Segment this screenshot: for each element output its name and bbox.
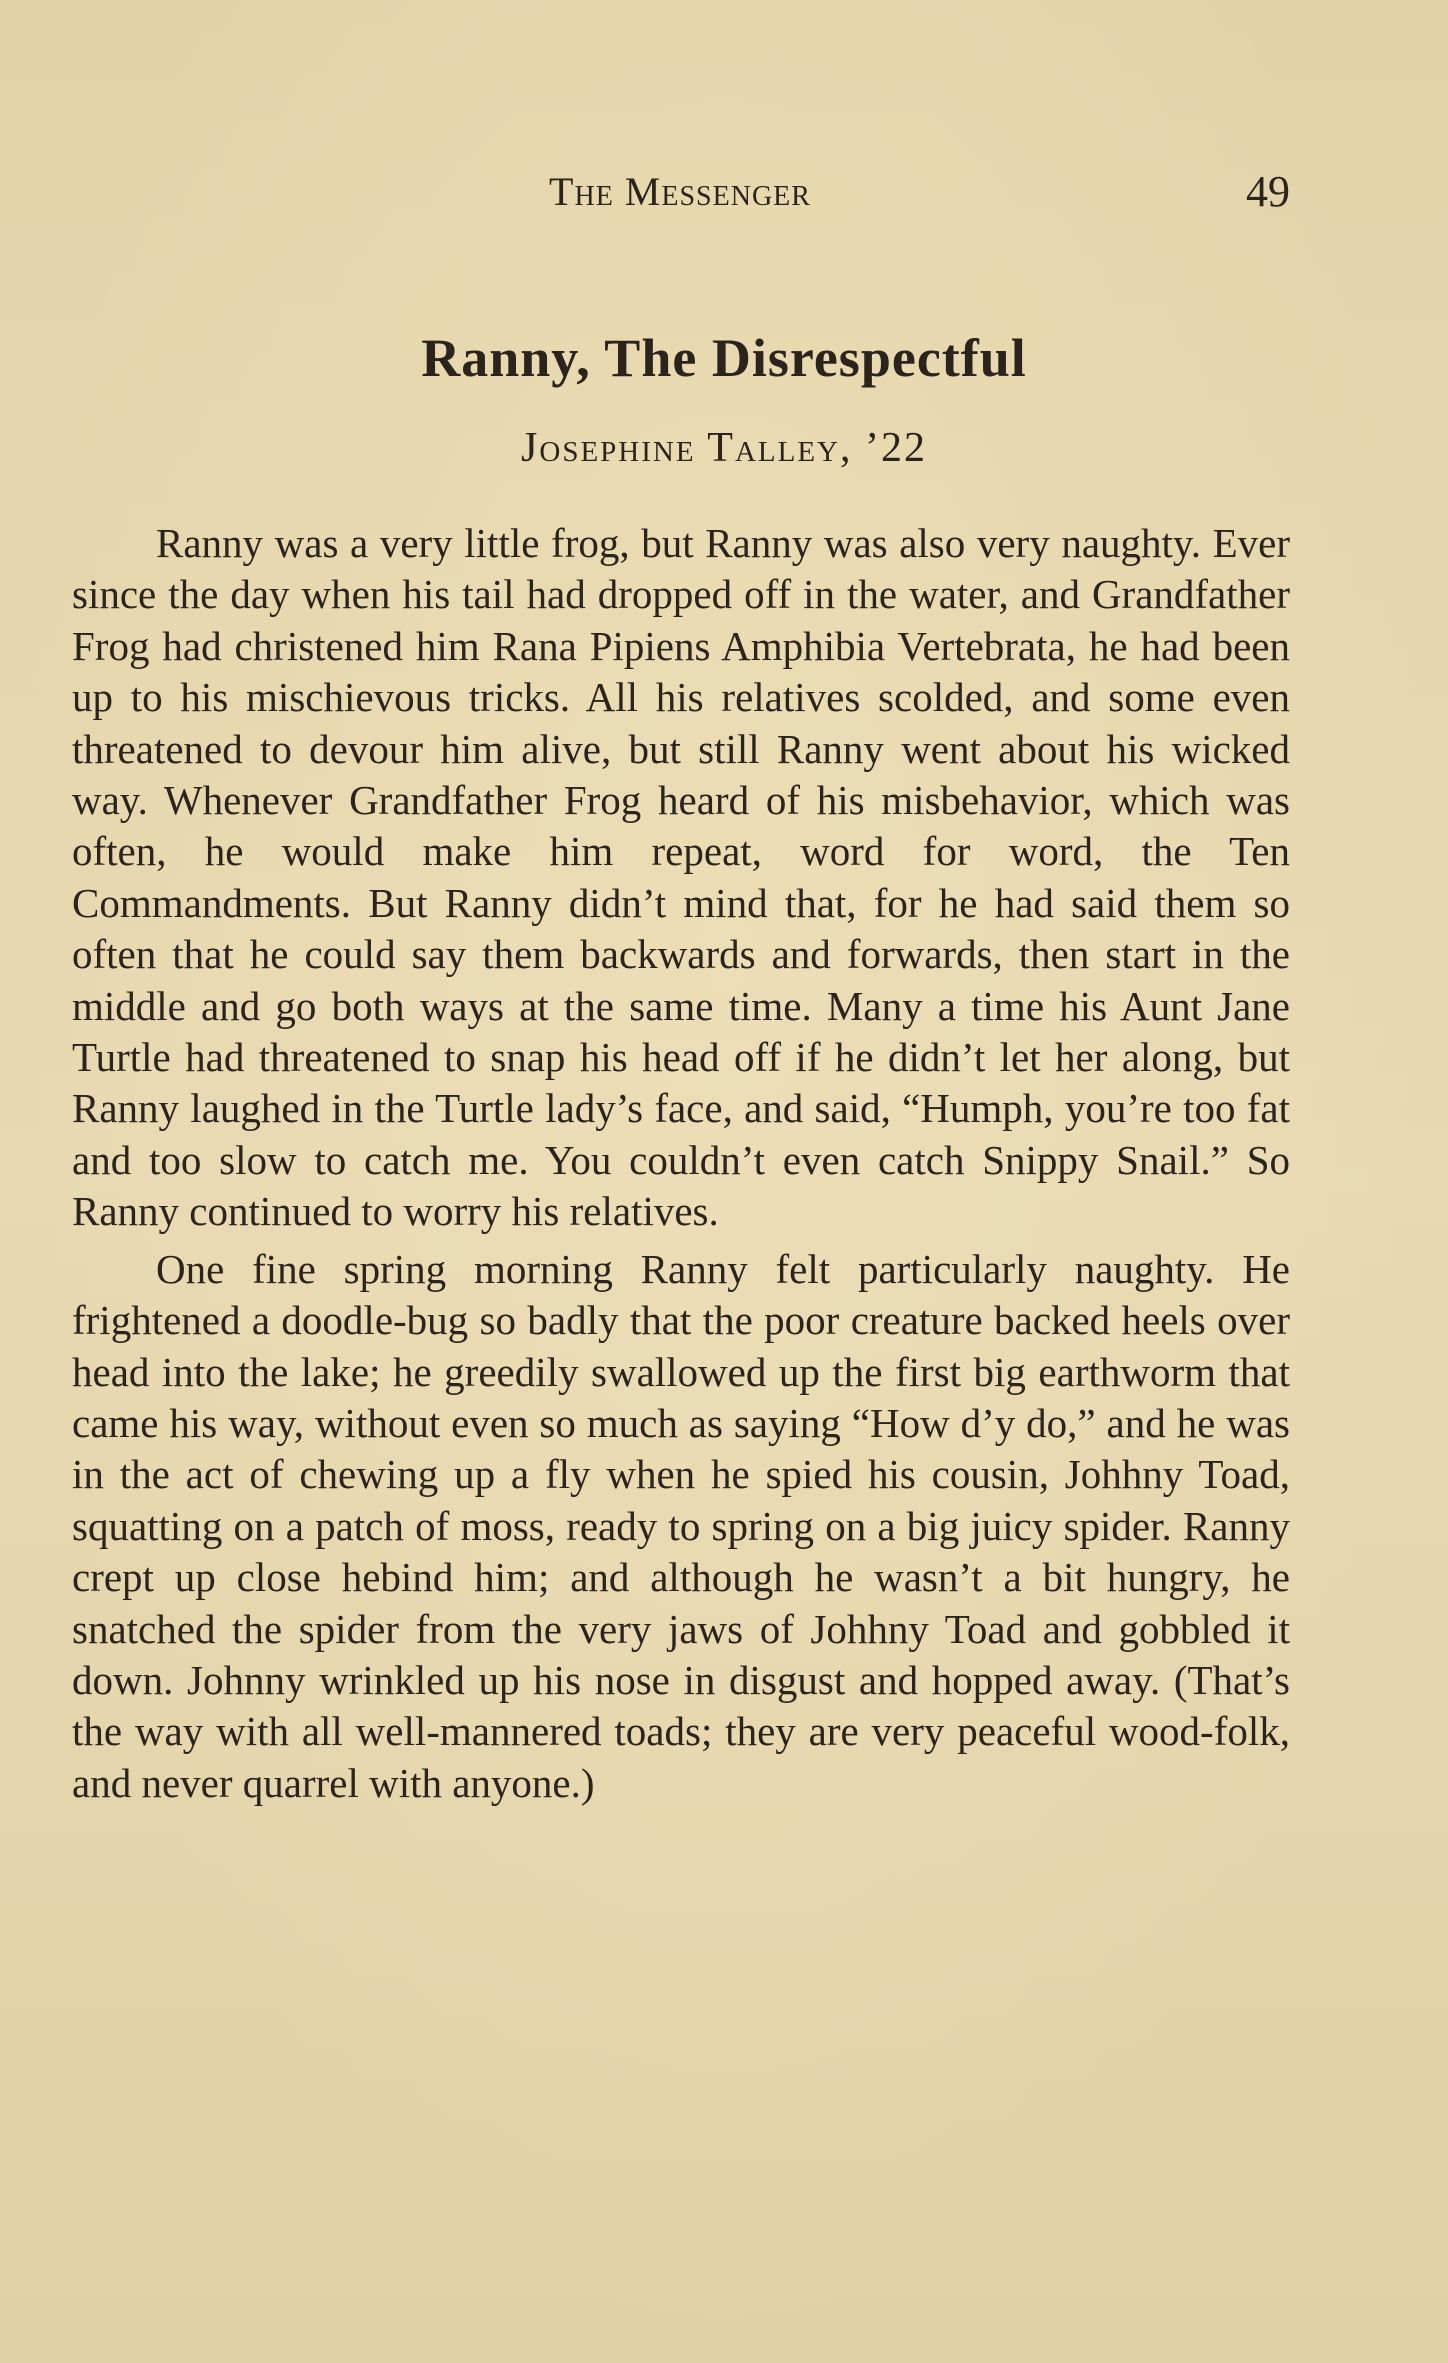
running-head — [70, 162, 1290, 222]
page-number: 49 — [1246, 167, 1290, 216]
paragraph-1: Ranny was a very little frog, but Ranny was also very naughty. Ever since the day when his tail had dropped off in the water, and Grandfather Frog had christened him Rana Pipiens Amphibia Vertebrata, he had been up to his mischievous tricks. All his relatives scolded, and some even threatened to devour him alive, but still Ranny went about his wicked way. Whenever Grandfather Frog heard of his misbehavior, which was often, he would make him repeat, word for word, the Ten Commandments. But Ranny didn’t mind that, for he had said them so often that he could say them backwards and forwards, then start in the middle and go both ways at the same time. Many a time his Aunt Jane Turtle had threatened to snap his head off if he didn’t let her along, but Ranny laughed in the Turtle lady’s face, and said, “Humph, you’re too fat and too slow to catch me. You couldn’t even catch Snippy Snail.” So Ranny continued to worry his relatives. — [72, 520, 1290, 1235]
article-body — [72, 518, 1290, 1809]
article-author: Josephine Talley, ’22 — [521, 425, 927, 471]
journal-name: The Messenger — [549, 169, 811, 214]
paragraph-2: One fine spring morning Ranny felt particularly naughty. He frightened a doodle-bug so badly that the poor creature backed heels over head into the lake; he greedily swallowed up the first big earthworm that came his way, without even so much as saying “How d’y do,” and he was in the act of chewing up a fly when he spied his cousin, Johhny Toad, squatting on a patch of moss, ready to spring on a big juicy spider. Ranny crept up close hebind him; and although he wasn’t a bit hungry, he snatched the spider from the very jaws of Johhny Toad and gobbled it down. Johnny wrinkled up his nose in disgust and hopped away. (That’s the way with all well-mannered toads; they are very peaceful wood-folk, and never quarrel with anyone.) — [72, 1245, 1290, 1806]
article-title: Ranny, The Disrespectful — [421, 328, 1027, 388]
